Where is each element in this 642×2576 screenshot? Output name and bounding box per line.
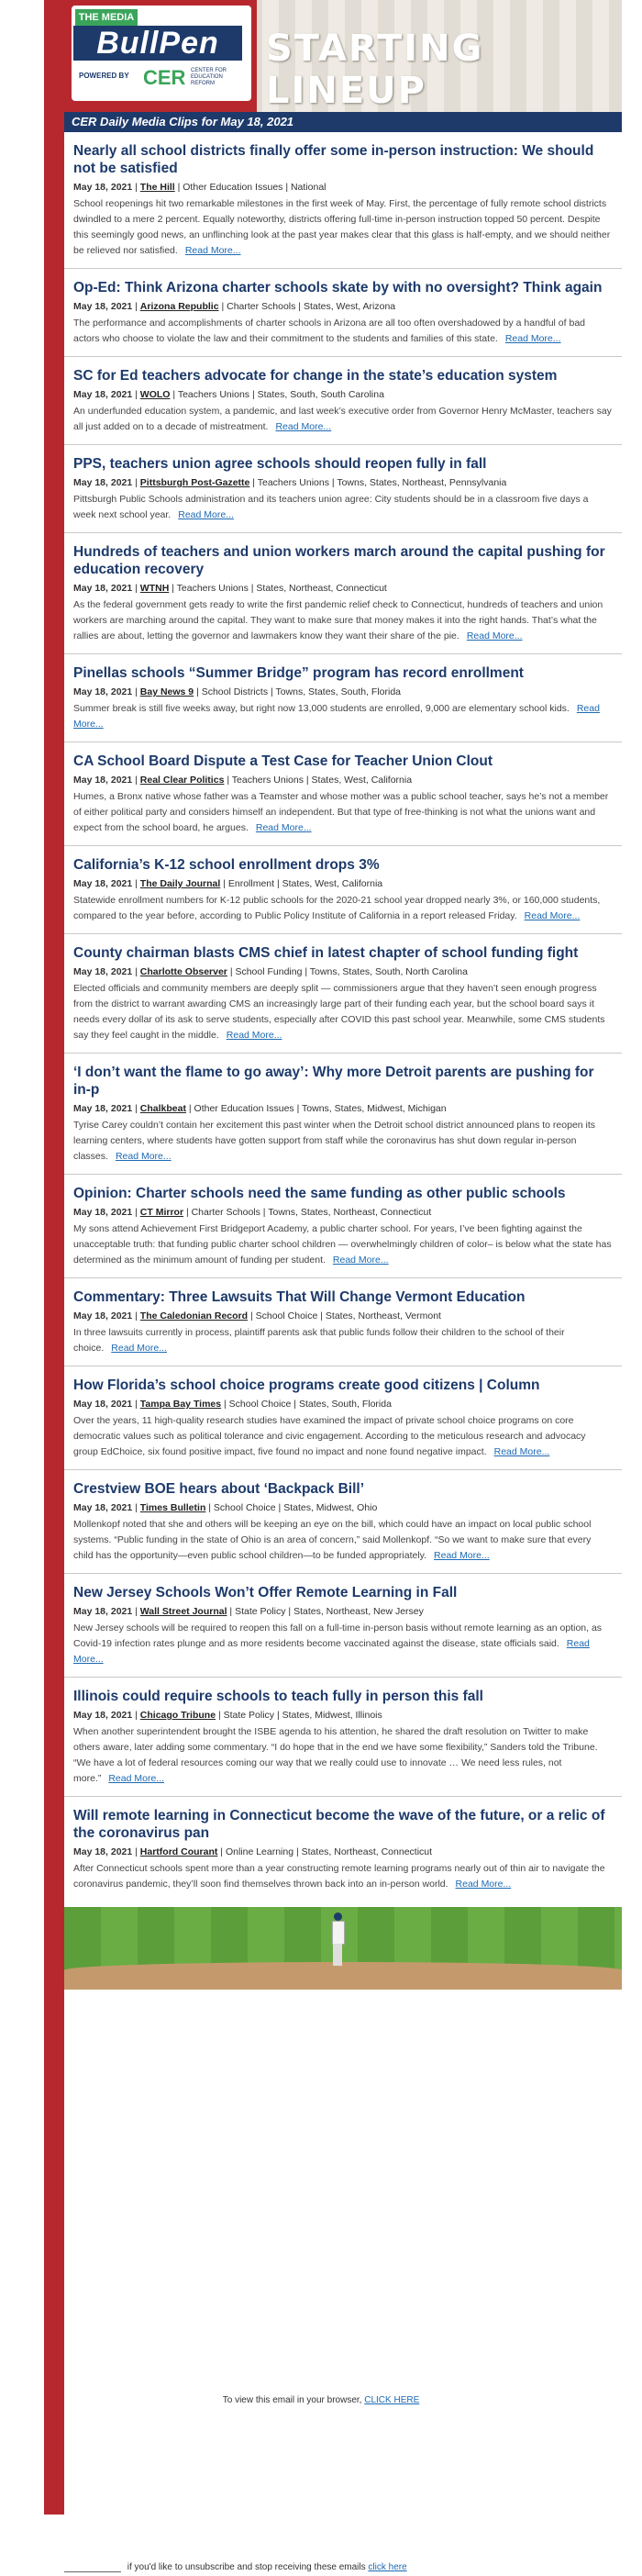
article-meta: May 18, 2021 | Chalkbeat | Other Education Issues | Towns, States, Midwest, Michigan [73, 1103, 447, 1114]
article-item [64, 543, 622, 654]
article-item [64, 279, 622, 357]
read-more-link[interactable]: Read More... [108, 1773, 165, 1784]
article-excerpt-text: Humes, a Bronx native whose father was a Teamster and whose mother was a public school teacher, says he’s not a member of either political party and considers himself an independent. But that type of free-thinking is not what the unions want and expect from the school board, he argues. [73, 791, 609, 833]
article-meta: May 18, 2021 | Hartford Courant | Online Learning | States, Northeast, Connecticut [73, 1846, 433, 1857]
article-publication-link[interactable]: Chicago Tribune [139, 1710, 216, 1721]
article-excerpt [73, 1724, 613, 1787]
read-more-link[interactable]: Read More... [524, 910, 581, 921]
article-tags: Teachers Unions | States, South, South Carolina [177, 389, 384, 400]
article-date: May 18, 2021 [73, 1399, 133, 1410]
article-headline[interactable]: Hundreds of teachers and union workers march around the capital pushing for education recovery [73, 544, 605, 577]
article-date: May 18, 2021 [73, 1710, 133, 1721]
clips-subheader: CER Daily Media Clips for May 18, 2021 [64, 112, 622, 132]
article-date: May 18, 2021 [73, 389, 133, 400]
read-more-link[interactable]: Read More... [115, 1151, 172, 1162]
article-date: May 18, 2021 [73, 775, 133, 786]
article-excerpt [73, 492, 613, 523]
read-more-link[interactable]: Read More... [226, 1030, 282, 1041]
banner-title: STARTING LINEUP [266, 28, 484, 112]
article-publication-link[interactable]: Bay News 9 [139, 686, 194, 697]
article-excerpt [73, 981, 613, 1043]
article-excerpt [73, 1861, 613, 1892]
article-meta: May 18, 2021 | Arizona Republic | Charter Schools | States, West, Arizona [73, 301, 396, 312]
article-tags: School Choice | States, Midwest, Ohio [213, 1502, 378, 1513]
article-date: May 18, 2021 [73, 1846, 133, 1857]
article-headline[interactable]: How Florida’s school choice programs create good citizens | Column [73, 1377, 540, 1393]
read-more-link[interactable]: Read More... [73, 703, 600, 730]
article-meta: May 18, 2021 | Chicago Tribune | State Policy | States, Midwest, Illinois [73, 1710, 382, 1721]
read-more-link[interactable]: Read More... [332, 1255, 389, 1266]
article-excerpt-text: Over the years, 11 high-quality research studies have examined the impact of private school choice programs on core democratic values such as political tolerance and civic engagement. According to the meticulous research and advocacy group EdChoice, six found positive impact, five found no impact and none found negative impact. [73, 1415, 586, 1457]
read-more-link[interactable]: Read More... [455, 1879, 512, 1890]
view-in-browser-link[interactable]: CLICK HERE [364, 2395, 420, 2405]
article-item [64, 944, 622, 1054]
article-publication-link[interactable]: WTNH [139, 583, 170, 594]
article-publication-link[interactable]: CT Mirror [139, 1207, 184, 1218]
pitcher-jersey [332, 1921, 345, 1945]
article-excerpt-text: As the federal government gets ready to write the first pandemic relief check to Connecticut, hundreds of teachers and union workers are marching around the capital. They want to make sure that money makes it into the right hands. That’s what the rallies are about, letting the governor and lawmakers know they want their share of the pie. [73, 599, 603, 641]
article-date: May 18, 2021 [73, 1502, 133, 1513]
article-tags: School Choice | States, South, Florida [228, 1399, 392, 1410]
article-headline[interactable]: Pinellas schools “Summer Bridge” program has record enrollment [73, 665, 524, 681]
article-excerpt-text: School reopenings hit two remarkable milestones in the first week of May. First, the percentage of fully remote school districts dwindled to a mere 2 percent. Equally noteworthy, districts offering full-time in-person instruction topped 50 percent. Despite this seemingly good news, an unflinching look at the past year makes clear that this glass is half-empty, and we should neither be relieved nor satisfied. [73, 198, 611, 256]
article-date: May 18, 2021 [73, 1103, 133, 1114]
article-publication-link[interactable]: Charlotte Observer [139, 966, 227, 977]
article-tags: School Funding | Towns, States, South, North Carolina [235, 966, 468, 977]
article-date: May 18, 2021 [73, 583, 133, 594]
article-excerpt-text: After Connecticut schools spent more than a year constructing remote learning programs nearly out of thin air to navigate the coronavirus pandemic, they’ll soon find themselves thrown back into an in-person world. [73, 1863, 605, 1890]
article-item [64, 856, 622, 934]
pitcher-legs [333, 1944, 342, 1966]
article-item [64, 1288, 622, 1366]
unsubscribe-rule [64, 2571, 121, 2572]
article-excerpt-text: The performance and accomplishments of charter schools in Arizona are all too often overshadowed by a handful of bad actors who choose to violate the law and their commitment to the students and families of this state. [73, 318, 585, 344]
article-meta: May 18, 2021 | The Daily Journal | Enrollment | States, West, California [73, 878, 383, 889]
article-date: May 18, 2021 [73, 182, 133, 193]
article-publication-link[interactable]: WOLO [139, 389, 171, 400]
red-side-band [44, 0, 64, 2515]
unsubscribe-text: if you'd like to unsubscribe and stop receiving these emails [127, 2562, 366, 2572]
article-publication-link[interactable]: Hartford Courant [139, 1846, 218, 1857]
article-date: May 18, 2021 [73, 686, 133, 697]
article-excerpt-text: Summer break is still five weeks away, but right now 13,000 students are enrolled, 9,000 are elementary school kids. [73, 703, 570, 714]
brand-title: BullPen [73, 26, 242, 61]
article-excerpt-text: In three lawsuits currently in process, plaintiff parents ask that public funds follow their children to the school of their choice. [73, 1327, 565, 1354]
read-more-link[interactable]: Read More... [493, 1446, 550, 1457]
article-headline[interactable]: Will remote learning in Connecticut become the wave of the future, or a relic of the coronavirus pan [73, 1808, 605, 1841]
article-headline[interactable]: SC for Ed teachers advocate for change in the state’s education system [73, 368, 558, 384]
article-headline[interactable]: Illinois could require schools to teach fully in person this fall [73, 1689, 483, 1704]
read-more-link[interactable]: Read More... [504, 333, 561, 344]
article-date: May 18, 2021 [73, 1207, 133, 1218]
read-more-link[interactable]: Read More... [73, 1638, 590, 1665]
pitcher-cap [334, 1912, 342, 1921]
header-banner [64, 0, 622, 112]
article-excerpt [73, 1325, 613, 1356]
article-excerpt [73, 404, 613, 435]
article-tags: School Districts | Towns, States, South, Florida [201, 686, 402, 697]
article-item [64, 1480, 622, 1574]
article-headline[interactable]: CA School Board Dispute a Test Case for Teacher Union Clout [73, 753, 493, 769]
article-headline[interactable]: Crestview BOE hears about ‘Backpack Bill’ [73, 1481, 365, 1497]
article-excerpt [73, 196, 613, 259]
article-publication-link[interactable]: The Hill [139, 182, 175, 193]
article-tags: School Choice | States, Northeast, Vermont [255, 1310, 441, 1321]
article-excerpt-text: Tyrise Carey couldn’t contain her excitement this past winter when the Detroit school district announced plans to reopen its learning centers, where students have gotten support from staff while the coronavirus has shut down regular in-person classes. [73, 1120, 596, 1162]
article-meta: May 18, 2021 | WTNH | Teachers Unions | States, Northeast, Connecticut [73, 583, 387, 594]
article-excerpt [73, 893, 613, 924]
article-tags: Other Education Issues | National [183, 182, 327, 193]
article-item [64, 455, 622, 533]
article-date: May 18, 2021 [73, 301, 133, 312]
read-more-link[interactable]: Read More... [466, 630, 523, 641]
article-meta: May 18, 2021 | WOLO | Teachers Unions | States, South, South Carolina [73, 389, 384, 400]
article-excerpt [73, 789, 613, 836]
article-item [64, 664, 622, 742]
article-item [64, 1377, 622, 1470]
article-excerpt [73, 1517, 613, 1564]
left-margin [0, 0, 44, 2515]
article-meta: May 18, 2021 | Bay News 9 | School Districts | Towns, States, South, Florida [73, 686, 402, 697]
article-excerpt-text: An underfunded education system, a pandemic, and last week’s executive order from Governor Henry McMaster, teachers say all just added on to a decade of mistreatment. [73, 406, 612, 432]
article-meta: May 18, 2021 | CT Mirror | Charter Schools | Towns, States, Northeast, Connecticut [73, 1207, 432, 1218]
read-more-link[interactable]: Read More... [178, 509, 234, 520]
article-date: May 18, 2021 [73, 966, 133, 977]
article-publication-link[interactable]: Arizona Republic [139, 301, 219, 312]
article-excerpt-text: New Jersey schools will be required to reopen this fall on a full-time in-person basis without remote learning as an option, as Covid-19 infection rates plunge and as more residents become vaccinated against the disease, state officials said. [73, 1623, 603, 1649]
article-date: May 18, 2021 [73, 1310, 133, 1321]
article-headline[interactable]: ‘I don’t want the flame to go away’: Why more Detroit parents are pushing for in-p [73, 1065, 594, 1098]
article-tags: Other Education Issues | Towns, States, Midwest, Michigan [194, 1103, 447, 1114]
article-excerpt [73, 1621, 613, 1667]
article-date: May 18, 2021 [73, 878, 133, 889]
read-more-link[interactable]: Read More... [184, 245, 241, 256]
article-tags: Teachers Unions | Towns, States, Northeast, Pennsylvania [257, 477, 507, 488]
unsubscribe-line [64, 2562, 407, 2572]
article-publication-link[interactable]: Tampa Bay Times [139, 1399, 222, 1410]
article-publication-link[interactable]: The Daily Journal [139, 878, 221, 889]
article-tags: Charter Schools | States, West, Arizona [227, 301, 396, 312]
article-excerpt [73, 701, 613, 732]
article-excerpt-text: Pittsburgh Public Schools administration and its teachers union agree: City students should be in a classroom five days a week next school year. [73, 494, 589, 520]
article-excerpt-text: When another superintendent brought the ISBE agenda to his attention, he shared the draft resolution on Twitter to make others aware, later adding some commentary. “I do hope that in the end we have some flexibility,” Sanders told the Tribune. “We have a lot of federal resources coming our way that we really could use to innovate … We need less rules, not more.” [73, 1726, 598, 1784]
article-meta: May 18, 2021 | Tampa Bay Times | School Choice | States, South, Florida [73, 1399, 392, 1410]
article-tags: Charter Schools | Towns, States, Northeast, Connecticut [191, 1207, 432, 1218]
article-date: May 18, 2021 [73, 1606, 133, 1617]
article-excerpt [73, 1221, 613, 1268]
article-item [64, 367, 622, 445]
article-item [64, 1688, 622, 1797]
read-more-link[interactable]: Read More... [434, 1550, 490, 1561]
article-meta: May 18, 2021 | Real Clear Politics | Teachers Unions | States, West, California [73, 775, 413, 786]
article-item [64, 1185, 622, 1278]
article-item [64, 1064, 622, 1175]
article-tags: Online Learning | States, Northeast, Connecticut [225, 1846, 433, 1857]
brand-tag: THE MEDIA [75, 9, 138, 26]
article-list [64, 142, 622, 1901]
article-excerpt [73, 1118, 613, 1165]
view-in-browser [0, 2395, 642, 2405]
article-tags: Enrollment | States, West, California [227, 878, 383, 889]
article-meta: May 18, 2021 | The Caledonian Record | School Choice | States, Northeast, Vermont [73, 1310, 441, 1321]
article-publication-link[interactable]: The Caledonian Record [139, 1310, 249, 1321]
read-more-link[interactable]: Read More... [275, 421, 332, 432]
article-excerpt-text: Elected officials and community members are deeply split — commissioners argue that they haven’t seen enough progress from the district to warrant awarding CMS an increasingly large part of their funding each year, but the school board says it needs every dollar of its ask to serve students, especially after COVID this past school year. Meanwhile, some CMS students say they feel caught in the middle. [73, 983, 605, 1041]
powered-by-label: POWERED BY [79, 72, 129, 80]
article-headline[interactable]: County chairman blasts CMS chief in latest chapter of school funding fight [73, 945, 579, 961]
email-content [64, 0, 622, 1990]
article-meta: May 18, 2021 | Charlotte Observer | School Funding | Towns, States, South, North Carolina [73, 966, 468, 977]
pitcher-figure [330, 1912, 345, 1968]
cer-logo-subtitle: CENTER FOR EDUCATION REFORM [191, 68, 227, 86]
article-excerpt-text: Statewide enrollment numbers for K-12 public schools for the 2020-21 school year dropped nearly 3%, or 160,000 students, compared to the year before, according to Public Policy Institute of California in a report released Friday. [73, 895, 601, 921]
article-publication-link[interactable]: Real Clear Politics [139, 775, 225, 786]
article-publication-link[interactable]: Chalkbeat [139, 1103, 186, 1114]
article-excerpt-text: My sons attend Achievement First Bridgeport Academy, a public charter school. For years, I’ve been fighting against the unacceptable truth: that funding public charter school children — overwhelmingly children of color– is below what the state has determined as the minimum amount of funding per student. [73, 1223, 612, 1266]
article-headline[interactable]: Commentary: Three Lawsuits That Will Change Vermont Education [73, 1289, 526, 1305]
article-item [64, 1584, 622, 1678]
article-publication-link[interactable]: Wall Street Journal [139, 1606, 227, 1617]
article-publication-link[interactable]: Pittsburgh Post-Gazette [139, 477, 250, 488]
article-excerpt [73, 597, 613, 644]
article-publication-link[interactable]: Times Bulletin [139, 1502, 206, 1513]
article-tags: State Policy | States, Northeast, New Jersey [235, 1606, 424, 1617]
article-headline[interactable]: Op-Ed: Think Arizona charter schools skate by with no oversight? Think again [73, 280, 603, 296]
read-more-link[interactable]: Read More... [111, 1343, 167, 1354]
article-meta: May 18, 2021 | The Hill | Other Education Issues | National [73, 182, 327, 193]
article-tags: Teachers Unions | States, West, California [231, 775, 413, 786]
article-meta: May 18, 2021 | Times Bulletin | School Choice | States, Midwest, Ohio [73, 1502, 378, 1513]
article-tags: Teachers Unions | States, Northeast, Connecticut [176, 583, 387, 594]
unsubscribe-link[interactable]: click here [368, 2562, 407, 2572]
article-item [64, 142, 622, 269]
article-meta: May 18, 2021 | Pittsburgh Post-Gazette | Teachers Unions | Towns, States, Northeast, Pennsylvania [73, 477, 507, 488]
article-excerpt [73, 1413, 613, 1460]
article-headline[interactable]: PPS, teachers union agree schools should reopen fully in fall [73, 456, 487, 472]
article-item [64, 753, 622, 846]
article-date: May 18, 2021 [73, 477, 133, 488]
article-headline[interactable]: California’s K-12 school enrollment drops 3% [73, 857, 380, 873]
right-margin [622, 0, 642, 2515]
view-in-browser-text: To view this email in your browser, [222, 2395, 362, 2405]
article-headline[interactable]: Nearly all school districts finally offer some in-person instruction: We should not be satisfied [73, 143, 594, 176]
read-more-link[interactable]: Read More... [255, 822, 312, 833]
article-excerpt-text: Mollenkopf noted that she and others will be keeping an eye on the bill, which could have an impact on local public school systems. “Public funding in the state of Ohio is an area of concern,” said Mollenkopf. “So we want to make sure that every child has the opportunity—even public school children—to be funded appropriately. [73, 1519, 592, 1561]
article-item [64, 1807, 622, 1901]
baseball-field-image [64, 1907, 622, 1990]
article-meta: May 18, 2021 | Wall Street Journal | State Policy | States, Northeast, New Jersey [73, 1606, 424, 1617]
article-excerpt [73, 316, 613, 347]
article-headline[interactable]: New Jersey Schools Won’t Offer Remote Learning in Fall [73, 1585, 458, 1600]
article-tags: State Policy | States, Midwest, Illinois [223, 1710, 382, 1721]
cer-logo: CER [143, 66, 186, 89]
article-headline[interactable]: Opinion: Charter schools need the same funding as other public schools [73, 1186, 566, 1201]
